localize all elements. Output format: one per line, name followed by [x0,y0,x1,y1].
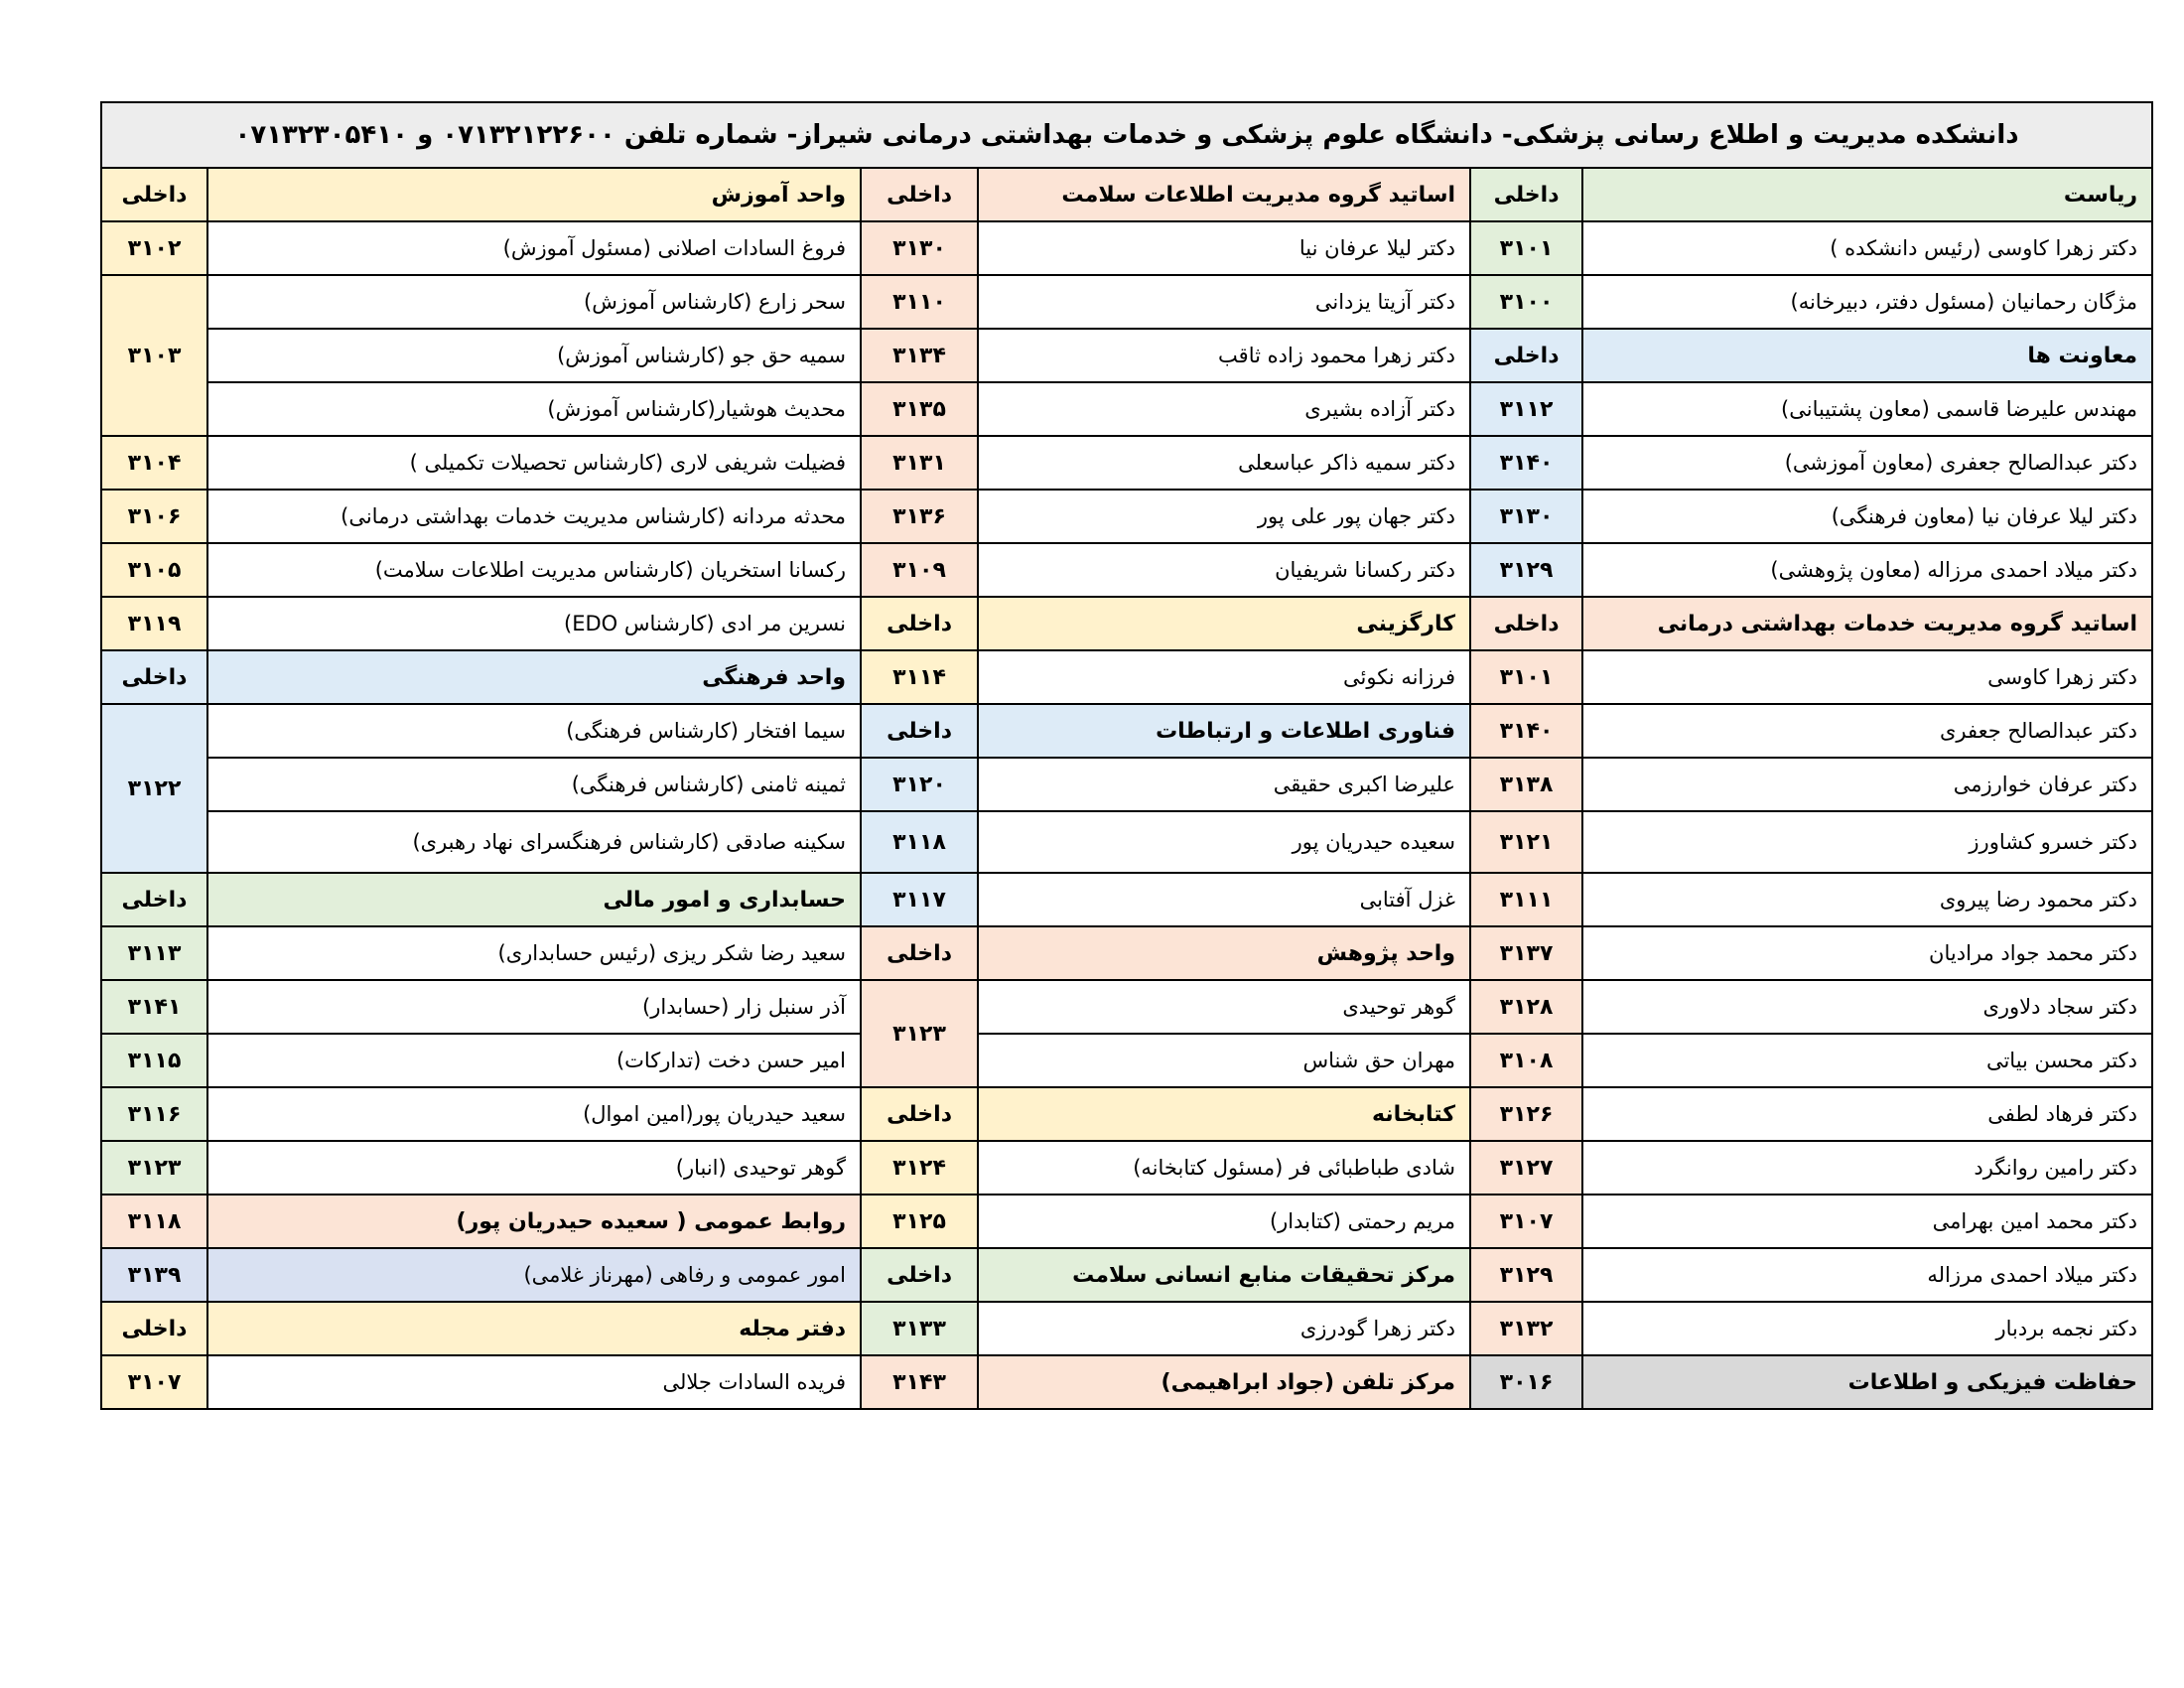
middle-section-extension-number: ۳۱۲۴ [861,1141,978,1195]
left-section-extension-number: ۳۱۳۹ [101,1248,207,1302]
middle-section-group-header: واحد پژوهش [978,926,1470,980]
left-section-extension-header: داخلی [101,650,207,704]
middle-section-extension-number: ۳۱۳۴ [861,329,978,382]
middle-section-extension-header: داخلی [861,168,978,221]
right-section-extension-number: ۳۱۰۱ [1470,650,1582,704]
left-section-extension-number: ۳۱۰۶ [101,490,207,543]
directory-row [101,543,2152,597]
right-section-extension-number: ۳۱۲۹ [1470,543,1582,597]
right-section-extension-number: ۳۱۳۲ [1470,1302,1582,1355]
directory-row [101,329,2152,382]
directory-row [101,873,2152,926]
right-section-extension-number: ۳۱۴۰ [1470,436,1582,490]
left-section-entry-name: فضیلت شریفی لاری (کارشناس تحصیلات تکمیلی ) [207,436,861,490]
right-section-extension-number: ۳۱۰۰ [1470,275,1582,329]
middle-section-group-header: مرکز تحقیقات منابع انسانی سلامت [978,1248,1470,1302]
right-section-extension-header: داخلی [1470,329,1582,382]
right-section-entry-name: دکتر محمد امین بهرامی [1582,1195,2152,1248]
left-section-extension-header: داخلی [101,1302,207,1355]
left-section-extension-number: ۳۱۰۴ [101,436,207,490]
middle-section-entry-name: دکتر زهرا گودرزی [978,1302,1470,1355]
middle-section-entry-name: علیرضا اکبری حقیقی [978,758,1470,811]
right-section-entry-name: دکتر عبدالصالح جعفری [1582,704,2152,758]
right-section-entry-name: دکتر محمد جواد مرادیان [1582,926,2152,980]
right-section-extension-number: ۳۱۳۷ [1470,926,1582,980]
right-section-group-header: اساتید گروه مدیریت خدمات بهداشتی درمانی [1582,597,2152,650]
left-section-extension-number: ۳۱۰۳ [101,275,207,436]
middle-section-extension-number: ۳۱۳۰ [861,221,978,275]
middle-section-extension-header: داخلی [861,704,978,758]
middle-section-extension-number: ۳۱۱۸ [861,811,978,873]
right-section-entry-name: دکتر خسرو کشاورز [1582,811,2152,873]
directory-row [101,811,2152,873]
right-section-extension-number: ۳۱۴۰ [1470,704,1582,758]
left-section-extension-number: ۳۱۰۲ [101,221,207,275]
right-section-entry-name: دکتر لیلا عرفان نیا (معاون فرهنگی) [1582,490,2152,543]
middle-section-extension-number: ۳۱۳۵ [861,382,978,436]
left-section-entry-name: آذر سنبل زار (حسابدار) [207,980,861,1034]
middle-section-extension-number: ۳۱۳۶ [861,490,978,543]
middle-section-extension-header: داخلی [861,1087,978,1141]
left-section-entry-name: سیما افتخار (کارشناس فرهنگی) [207,704,861,758]
directory-title: دانشکده مدیریت و اطلاع رسانی پزشکی- دانشگاه علوم پزشکی و خدمات بهداشتی درمانی شیراز- شماره تلفن ۰۷۱۳۲۱۲۲۶۰۰ و ۰۷۱۳۲۳۰۵۴۱۰ [101,102,2152,168]
middle-section-group-header: کتابخانه [978,1087,1470,1141]
right-section-entry-name: دکتر نجمه بردبار [1582,1302,2152,1355]
directory-row [101,168,2152,221]
right-section-extension-header: ۳۰۱۶ [1470,1355,1582,1409]
left-section-entry-name: امور عمومی و رفاهی (مهرناز غلامی) [207,1248,861,1302]
right-section-extension-number: ۳۱۲۷ [1470,1141,1582,1195]
right-section-entry-name: دکتر میلاد احمدی مرزاله (معاون پژوهشی) [1582,543,2152,597]
right-section-extension-header: داخلی [1470,597,1582,650]
right-section-entry-name: دکتر عرفان خوارزمی [1582,758,2152,811]
directory-row [101,704,2152,758]
middle-section-extension-number: ۳۱۱۰ [861,275,978,329]
right-section-entry-name: مهندس علیرضا قاسمی (معاون پشتیبانی) [1582,382,2152,436]
right-section-entry-name: مژگان رحمانیان (مسئول دفتر، دبیرخانه) [1582,275,2152,329]
middle-section-entry-name: گوهر توحیدی [978,980,1470,1034]
left-section-extension-number: ۳۱۴۱ [101,980,207,1034]
right-section-extension-number: ۳۱۱۲ [1470,382,1582,436]
middle-section-extension-number: ۳۱۳۳ [861,1302,978,1355]
middle-section-group-header: اساتید گروه مدیریت اطلاعات سلامت [978,168,1470,221]
middle-section-extension-header: داخلی [861,597,978,650]
phone-directory-table [100,101,2153,1410]
left-section-group-header: واحد فرهنگی [207,650,861,704]
middle-section-extension-number: ۳۱۱۷ [861,873,978,926]
directory-row [101,1087,2152,1141]
left-section-entry-name: گوهر توحیدی (انبار) [207,1141,861,1195]
right-section-extension-number: ۳۱۳۰ [1470,490,1582,543]
right-section-group-header: حفاظت فیزیکی و اطلاعات [1582,1355,2152,1409]
middle-section-extension-number: ۳۱۲۰ [861,758,978,811]
directory-row [101,1195,2152,1248]
left-section-extension-number: ۳۱۲۲ [101,704,207,873]
right-section-group-header: معاونت ها [1582,329,2152,382]
middle-section-entry-name: دکتر جهان پور علی پور [978,490,1470,543]
middle-section-entry-name: دکتر زهرا محمود زاده ثاقب [978,329,1470,382]
middle-section-entry-name: مریم رحمتی (کتابدار) [978,1195,1470,1248]
right-section-entry-name: دکتر زهرا کاوسی [1582,650,2152,704]
directory-row [101,1248,2152,1302]
middle-section-entry-name: دکتر آزیتا یزدانی [978,275,1470,329]
middle-section-extension-number: ۳۱۰۹ [861,543,978,597]
left-section-entry-name: فروغ السادات اصلانی (مسئول آموزش) [207,221,861,275]
left-section-entry-name: فریده السادات جلالی [207,1355,861,1409]
middle-section-entry-name: شادی طباطبائی فر (مسئول کتابخانه) [978,1141,1470,1195]
left-section-extension-header: ۳۱۱۸ [101,1195,207,1248]
left-section-entry-name: سحر زارع (کارشناس آموزش) [207,275,861,329]
left-section-entry-name: نسرین مر ادی (کارشناس EDO) [207,597,861,650]
directory-row [101,650,2152,704]
left-section-group-header: حسابداری و امور مالی [207,873,861,926]
directory-row [101,980,2152,1034]
left-section-group-header: روابط عمومی ( سعیده حیدریان پور) [207,1195,861,1248]
right-section-entry-name: دکتر محسن بیاتی [1582,1034,2152,1087]
left-section-extension-number: ۳۱۰۵ [101,543,207,597]
left-section-entry-name: امیر حسن دخت (تدارکات) [207,1034,861,1087]
directory-row [101,382,2152,436]
directory-row [101,221,2152,275]
middle-section-extension-number: ۳۱۱۴ [861,650,978,704]
left-section-extension-number: ۳۱۲۳ [101,1141,207,1195]
left-section-extension-number: ۳۱۱۹ [101,597,207,650]
left-section-extension-number: ۳۱۱۶ [101,1087,207,1141]
left-section-entry-name: محدیث هوشیار(کارشناس آموزش) [207,382,861,436]
right-section-entry-name: دکتر عبدالصالح جعفری (معاون آموزشی) [1582,436,2152,490]
middle-section-entry-name: غزل آفتابی [978,873,1470,926]
right-section-extension-number: ۳۱۳۸ [1470,758,1582,811]
directory-row [101,597,2152,650]
directory-row [101,1355,2152,1409]
directory-row [101,758,2152,811]
directory-row [101,490,2152,543]
middle-section-entry-name: دکتر سمیه ذاکر عباسعلی [978,436,1470,490]
directory-row [101,275,2152,329]
right-section-extension-header: داخلی [1470,168,1582,221]
middle-section-group-header: کارگزینی [978,597,1470,650]
directory-row [101,926,2152,980]
right-section-extension-number: ۳۱۰۷ [1470,1195,1582,1248]
left-section-entry-name: سمیه حق جو (کارشناس آموزش) [207,329,861,382]
middle-section-extension-header: ۳۱۴۳ [861,1355,978,1409]
left-section-extension-number: ۳۱۱۳ [101,926,207,980]
right-section-extension-number: ۳۱۲۸ [1470,980,1582,1034]
left-section-entry-name: سکینه صادقی (کارشناس فرهنگسرای نهاد رهبری) [207,811,861,873]
middle-section-group-header: فناوری اطلاعات و ارتباطات [978,704,1470,758]
left-section-extension-header: داخلی [101,168,207,221]
left-section-extension-header: داخلی [101,873,207,926]
middle-section-extension-header: داخلی [861,1248,978,1302]
left-section-extension-number: ۳۱۱۵ [101,1034,207,1087]
left-section-entry-name: ثمینه ثامنی (کارشناس فرهنگی) [207,758,861,811]
directory-row [101,1302,2152,1355]
right-section-entry-name: دکتر میلاد احمدی مرزاله [1582,1248,2152,1302]
left-section-entry-name: محدثه مردانه (کارشناس مدیریت خدمات بهداشتی درمانی) [207,490,861,543]
right-section-entry-name: دکتر سجاد دلاوری [1582,980,2152,1034]
middle-section-entry-name: مهران حق شناس [978,1034,1470,1087]
middle-section-extension-header: داخلی [861,926,978,980]
right-section-entry-name: دکتر زهرا کاوسی (رئیس دانشکده ) [1582,221,2152,275]
right-section-entry-name: دکتر محمود رضا پیروی [1582,873,2152,926]
middle-section-entry-name: دکتر رکسانا شریفیان [978,543,1470,597]
title-row [101,102,2152,168]
right-section-extension-number: ۳۱۲۶ [1470,1087,1582,1141]
left-section-extension-number: ۳۱۰۷ [101,1355,207,1409]
directory-row [101,436,2152,490]
middle-section-group-header: مرکز تلفن (جواد ابراهیمی) [978,1355,1470,1409]
directory-row [101,1141,2152,1195]
middle-section-extension-number: ۳۱۲۵ [861,1195,978,1248]
directory-row [101,1034,2152,1087]
middle-section-extension-number: ۳۱۲۳ [861,980,978,1087]
left-section-group-header: دفتر مجله [207,1302,861,1355]
right-section-extension-number: ۳۱۱۱ [1470,873,1582,926]
middle-section-entry-name: دکتر آزاده بشیری [978,382,1470,436]
right-section-entry-name: دکتر فرهاد لطفی [1582,1087,2152,1141]
right-section-extension-number: ۳۱۰۱ [1470,221,1582,275]
left-section-entry-name: رکسانا استخریان (کارشناس مدیریت اطلاعات سلامت) [207,543,861,597]
left-section-entry-name: سعید رضا شکر ریزی (رئیس حسابداری) [207,926,861,980]
right-section-entry-name: دکتر رامین روانگرد [1582,1141,2152,1195]
middle-section-entry-name: دکتر لیلا عرفان نیا [978,221,1470,275]
middle-section-extension-number: ۳۱۳۱ [861,436,978,490]
left-section-group-header: واحد آموزش [207,168,861,221]
right-section-group-header: رياست [1582,168,2152,221]
left-section-entry-name: سعید حیدریان پور(امین اموال) [207,1087,861,1141]
right-section-extension-number: ۳۱۰۸ [1470,1034,1582,1087]
middle-section-entry-name: سعیده حیدریان پور [978,811,1470,873]
right-section-extension-number: ۳۱۲۱ [1470,811,1582,873]
middle-section-entry-name: فرزانه نکوئی [978,650,1470,704]
right-section-extension-number: ۳۱۲۹ [1470,1248,1582,1302]
